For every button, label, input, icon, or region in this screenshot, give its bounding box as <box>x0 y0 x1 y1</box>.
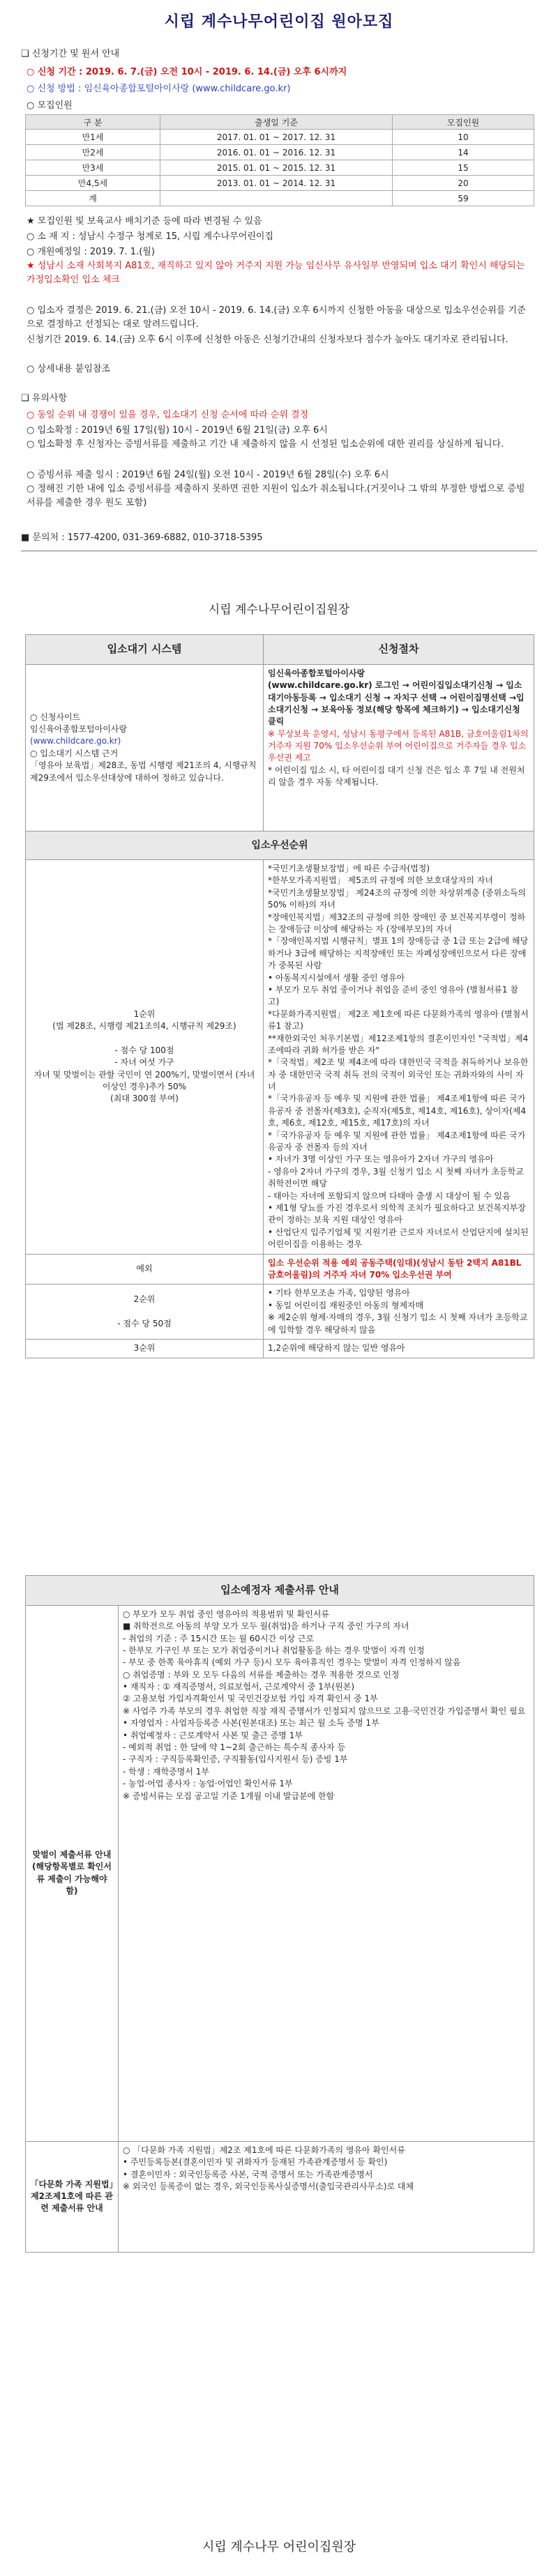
caution-line: ○ 입소확정 : 2019년 6월 17일(월) 10시 - 2019년 6월 21일(금) 오후 6시 <box>27 425 328 436</box>
table-row: 계 59 <box>26 191 534 206</box>
table-header: 출생일 기준 <box>160 115 393 130</box>
documents-label: 맞벌이 제출서류 안내 (해당항목별로 확인서류 제출이 가능해야 함) <box>26 1605 119 2141</box>
caution-line: ○ 증빙서류 제출 일시 : 2019년 6월 24일(월) 오전 10시 - 2019년 6월 28일(수) 오후 6시 <box>27 470 389 480</box>
exception-label: 예외 <box>26 1254 264 1285</box>
notice-line: ○ 입소자 결정은 2019. 6. 21.(금) 오전 10시 - 2019. 6. 14.(금) 오후 6시까지 신청한 아동을 대상으로 입소우선순위를 기준으로 결정하고 선정되는 대로 알려드립니다. <box>27 305 526 330</box>
method-text: ○ 신청 방법 : 임신육아종합포털아이사랑 (www.childcare.go.kr) <box>27 84 291 94</box>
table-row: 만4,5세 2013. 01. 01 ~ 2014. 12. 31 20 <box>26 176 534 191</box>
rank1-items: *국민기초생활보장법」에 따른 수급자(법정) *한부모가족지원법」 제5조의 규정에 의한 보호대상자의 자녀 *국민기초생활보장법」 제24조의 규정에 의한 차상위계층 (중위소득의 50% 이하)의 자녀 *장애인복지법」제32조의 규정에 의한 장애인 중 보건복지부령이 정하는 장애등급 이상에 해당하는 자 (장애부모)의 자녀 *「장애인복지법 시행규칙」별표 1의 장애등급 중 1급 또는 2급에 해당하거나 3급에 해당하는 지적장애인 또는 자폐성장애인으로서 다른 장애가 중복된 사람 • 아동복지시설에서 생활 중인 영유아 • 부모가 모두 취업 중이거나 취업을 준비 중인 영유아 (별첨서류1 참고) *다문화가족지원법」 제2조 제1호에 따른 다문화가족의 영유아 (별첨서류1 참고) **재한외국인 처우기본법」제12조제1항의 결혼이민자인 "국적법」제4조에따라 귀화 허가를 받은 자" *「국적법」제2조 및 제4조에 따라 대한민국 국적을 취득하거나 보유한 자 중 대한민국 국적 취득 전의 국적이 외국인 또는 귀화자와의 사이 자녀 *「국가유공자 등 예우 및 지원에 관한 법률」 제4조제1항에 따른 국가유공자 중 전몰자(제3호), 순직자(제5호, 제14호, 제16호), 상이자(제4호, 제6호, 제12호, 제15호, 제17호)의 자녀 *「국가유공자 등 예우 및 지원에 관한 법률」 제4조제1항에 따른 국가유공자 중 전몰자 등의 자녀 • 자녀가 3명 이상인 가구 또는 영유아가 2자녀 가구의 영유아 - 영유아 2자녀 가구의 경우, 3월 신청기 입소 시 첫째 자녀가 초등학교 취학전이면 해당 - 태아는 자녀에 포함되지 않으며 다태아 출생 시 대상이 될 수 있음 • 제1형 당뇨를 가진 경우로서 의학적 조치가 필요하다고 보건복지부장관이 정하는 보육 지원 대상인 영유아 • 산업단지 입주기업체 및 지원기관 근로자 자녀로서 산업단지에 설치된 어린이집을 이용하는 경우 <box>264 860 534 1255</box>
caution-header: ❑ 유의사항 <box>21 393 68 404</box>
note-line: ★ 모집인원 및 보육교사 배치기준 등에 따라 변경될 수 있음 <box>27 216 262 227</box>
recruit-header: ○ 모집인원 <box>27 100 73 111</box>
system-cell: ○ 신청사이트 임신육아종합포털아이사랑 (www.childcare.go.kr) ○ 입소대기 시스템 근거 「영유아 보육법」제28조, 동법 시행령 제21조의 4, 시행규칙 제29조에서 입소우선대상에 대하여 정하고 있습니다. <box>26 664 264 831</box>
rank1-label: 1순위 (법 제28조, 시행령 제21조의4, 시행규칙 제29조) - 점수 당 100점 - 자녀 여섯 가구 자녀 및 맞벌이는 관할 국민이 연 200%기, 맞벌이면서 (자녀 이상인 경우)추가 50% (최대 300점 부여) <box>26 860 264 1255</box>
rank2-items: • 기타 한부모조손 가족, 입양된 영유아 • 동일 어린이집 재원중인 아동의 형제자매 ※ 제2순위 형제·자매의 경우, 3월 신청기 입소 시 첫째 자녀가 초등학교에 입학할 경우 해당하지 않음 <box>264 1285 534 1340</box>
period-text: ○ 신청 기간 : 2019. 6. 7.(금) 오전 10시 - 2019. 6. 14.(금) 오후 6시까지 <box>27 67 347 77</box>
rank3-text: 1,2순위에 해당하지 않는 일반 영유아 <box>264 1340 534 1358</box>
table-header: 구 분 <box>26 115 160 130</box>
contact: ■ 문의처 : 1577-4200, 031-369-6882, 010-3718-5395 <box>21 532 263 543</box>
page-title: 시립 계수나무어린이집 원아모집 <box>164 13 394 31</box>
documents-items: ○ 부모가 모두 취업 중인 영유아의 적용범위 및 확인서류 ■ 취학전으로 아동의 부양 모가 모두 월(취업)을 하거나 구직 중인 가구의 자녀 - 취업의 기준 : 주 15시간 또는 월 60시간 이상 근로 - 한부모 가구인 부 또는 모가 취업중이거나 취업활동을 하는 경우 맞벌이 자격 인정 - 부모 중 한쪽 육아휴직 (예외 가구 등)시 모두 육아휴직인 경우는 맞벌이 자격 인정하지 않음 ○ 취업증명 : 부와 모 모두 다음의 서류를 제출하는 경우 적용한 것으로 인정 • 재직자 : ① 재직증명서, 의료보험서, 근로계약서 중 1부(원본) ② 고용보험 가입자격확인서 및 국민건강보험 가입 자격 확인서 중 1부 ※ 사업주 가족 부모의 경우 취업한 직장 재직 증명서가 인정되지 않으므로 고용·국민건강 가입증명서 확인 필요 • 자영업자 : 사업자등록증 사본(원본대조) 또는 최근 월 소득 증명 1부 • 취업예정자 : 근로계약서 사본 및 출근 증명 1부 - 예외적 취업 : 한 달에 약 1~2회 출근하는 특수직 종사자 등 - 구직자 : 구직등록확인증, 구직활동(입사지원서 등) 증빙 1부 - 학생 : 재학증명서 1부 - 농업·어업 종사자 : 농업·어업인 확인서류 1부 ※ 증빙서류는 모집 공고일 기준 1개월 이내 발급분에 한함 <box>119 1605 534 2141</box>
caution-line: ○ 동일 순위 내 경쟁이 있을 경우, 입소대기 신청 순서에 따라 순위 결정 <box>27 410 309 420</box>
col-header-procedure: 신청절차 <box>264 635 534 665</box>
col-header-system: 입소대기 시스템 <box>26 635 264 665</box>
multicultural-label: 「다문화 가족 지원법」제2조제1호에 따른 관련 제출서류 안내 <box>26 2141 119 2252</box>
note-line: ★ 성남시 소재 사회복지 A81호, 재직하고 있지 않아 거주지 지원 가능 임신사무 유사일부 반영되며 입소 대기 확인시 해당되는 가정입소확인 입소 체크 <box>27 261 525 285</box>
section-period-header: ❑ 신청기간 및 원서 안내 <box>21 49 120 59</box>
recruit-table <box>25 114 534 206</box>
multicultural-items: ○ 「다문화 가족 지원법」제2조 제1호에 따른 다문화가족의 영유아 확인서류 • 주민등록등본(결혼이민자 및 귀화자가 등재된 가족관계증명서 등 확인) • 결혼이민자 : 외국인등록증 사본, 국적 증명서 또는 가족관계증명서 ※ 외국인 등록증이 없는 경우, 외국인등록사실증명서(출입국관리사무소)로 대체 <box>119 2141 534 2252</box>
exception-text: 입소 우선순위 적용 예외 공동주택(임대)(성남시 동탄 2택지 A81BL 금호어울림)의 거주자 자녀 70% 입소우선권 부여 <box>264 1254 534 1285</box>
documents-header: 입소예정자 제출서류 안내 <box>26 1576 534 1606</box>
table-row: 만1세 2017. 01. 01 ~ 2017. 12. 31 10 <box>26 130 534 145</box>
caution-line: ○ 정해진 기한 내에 입소 증빙서류를 제출하지 못하면 권한 지원이 입소가 취소됩니다.(거짓이나 그 밖의 부정한 방법으로 증빙서류를 제출한 경우 원도 포함) <box>27 484 525 508</box>
documents-table <box>25 1575 534 2253</box>
procedure-cell: 임신육아종합포털아이사랑 (www.childcare.go.kr) 로그인 → 어린이집입소대기신청 → 입소대기아동등록 → 입소대기 신청 → 자치구 선택 → 어린이집명선택 →입소대기신청 → 보육아동 정보(해당 항목에 체크하기) → 입소대기신청 클릭 ※ 무상보육 운영시, 성남시 동평구에서 등록된 A81B, 금호어울림1차의 거주자 지원 70% 입소우선순위 부여 어린이집으로 거주자들 경우 입소우선권 제고 * 어린이집 입소 시, 타 어린이집 대기 신청 건은 입소 후 7일 내 전원처리 않을 경우 자동 삭제됩니다. <box>264 664 534 831</box>
rank3-label: 3순위 <box>26 1340 264 1358</box>
footer-sign: 시립 계수나무 어린이집원장 <box>202 2540 356 2554</box>
rank2-label: 2순위 - 점수 당 50점 <box>26 1285 264 1340</box>
table-row: 만3세 2015. 01. 01 ~ 2015. 12. 31 15 <box>26 160 534 176</box>
note-line: ○ 소 재 지 : 성남시 수정구 청계로 15, 시립 계수나무어린이집 <box>27 231 273 242</box>
priority-table <box>25 634 534 1358</box>
table-row: 만2세 2016. 01. 01 ~ 2016. 12. 31 14 <box>26 145 534 160</box>
note-line: ○ 개원예정일 : 2019. 7. 1.(월) <box>27 247 155 257</box>
notice-line: 신청기간 2019. 6. 14.(금) 오후 6시 이후에 신청한 아동은 신청기간내의 신청자보다 점수가 높아도 대기자로 관리됩니다. <box>27 335 508 345</box>
director-sign: 시립 계수나무어린이집원장 <box>208 603 350 617</box>
notice-line: ○ 상세내용 붙임참조 <box>27 364 111 374</box>
priority-header: 입소우선순위 <box>26 831 534 859</box>
table-header: 모집인원 <box>393 115 534 130</box>
caution-line: ○ 입소확정 후 신청자는 증빙서류를 제출하고 기간 내 제출하지 않을 시 선정된 입소순위에 대한 권리를 상실하게 됩니다. <box>27 439 504 450</box>
